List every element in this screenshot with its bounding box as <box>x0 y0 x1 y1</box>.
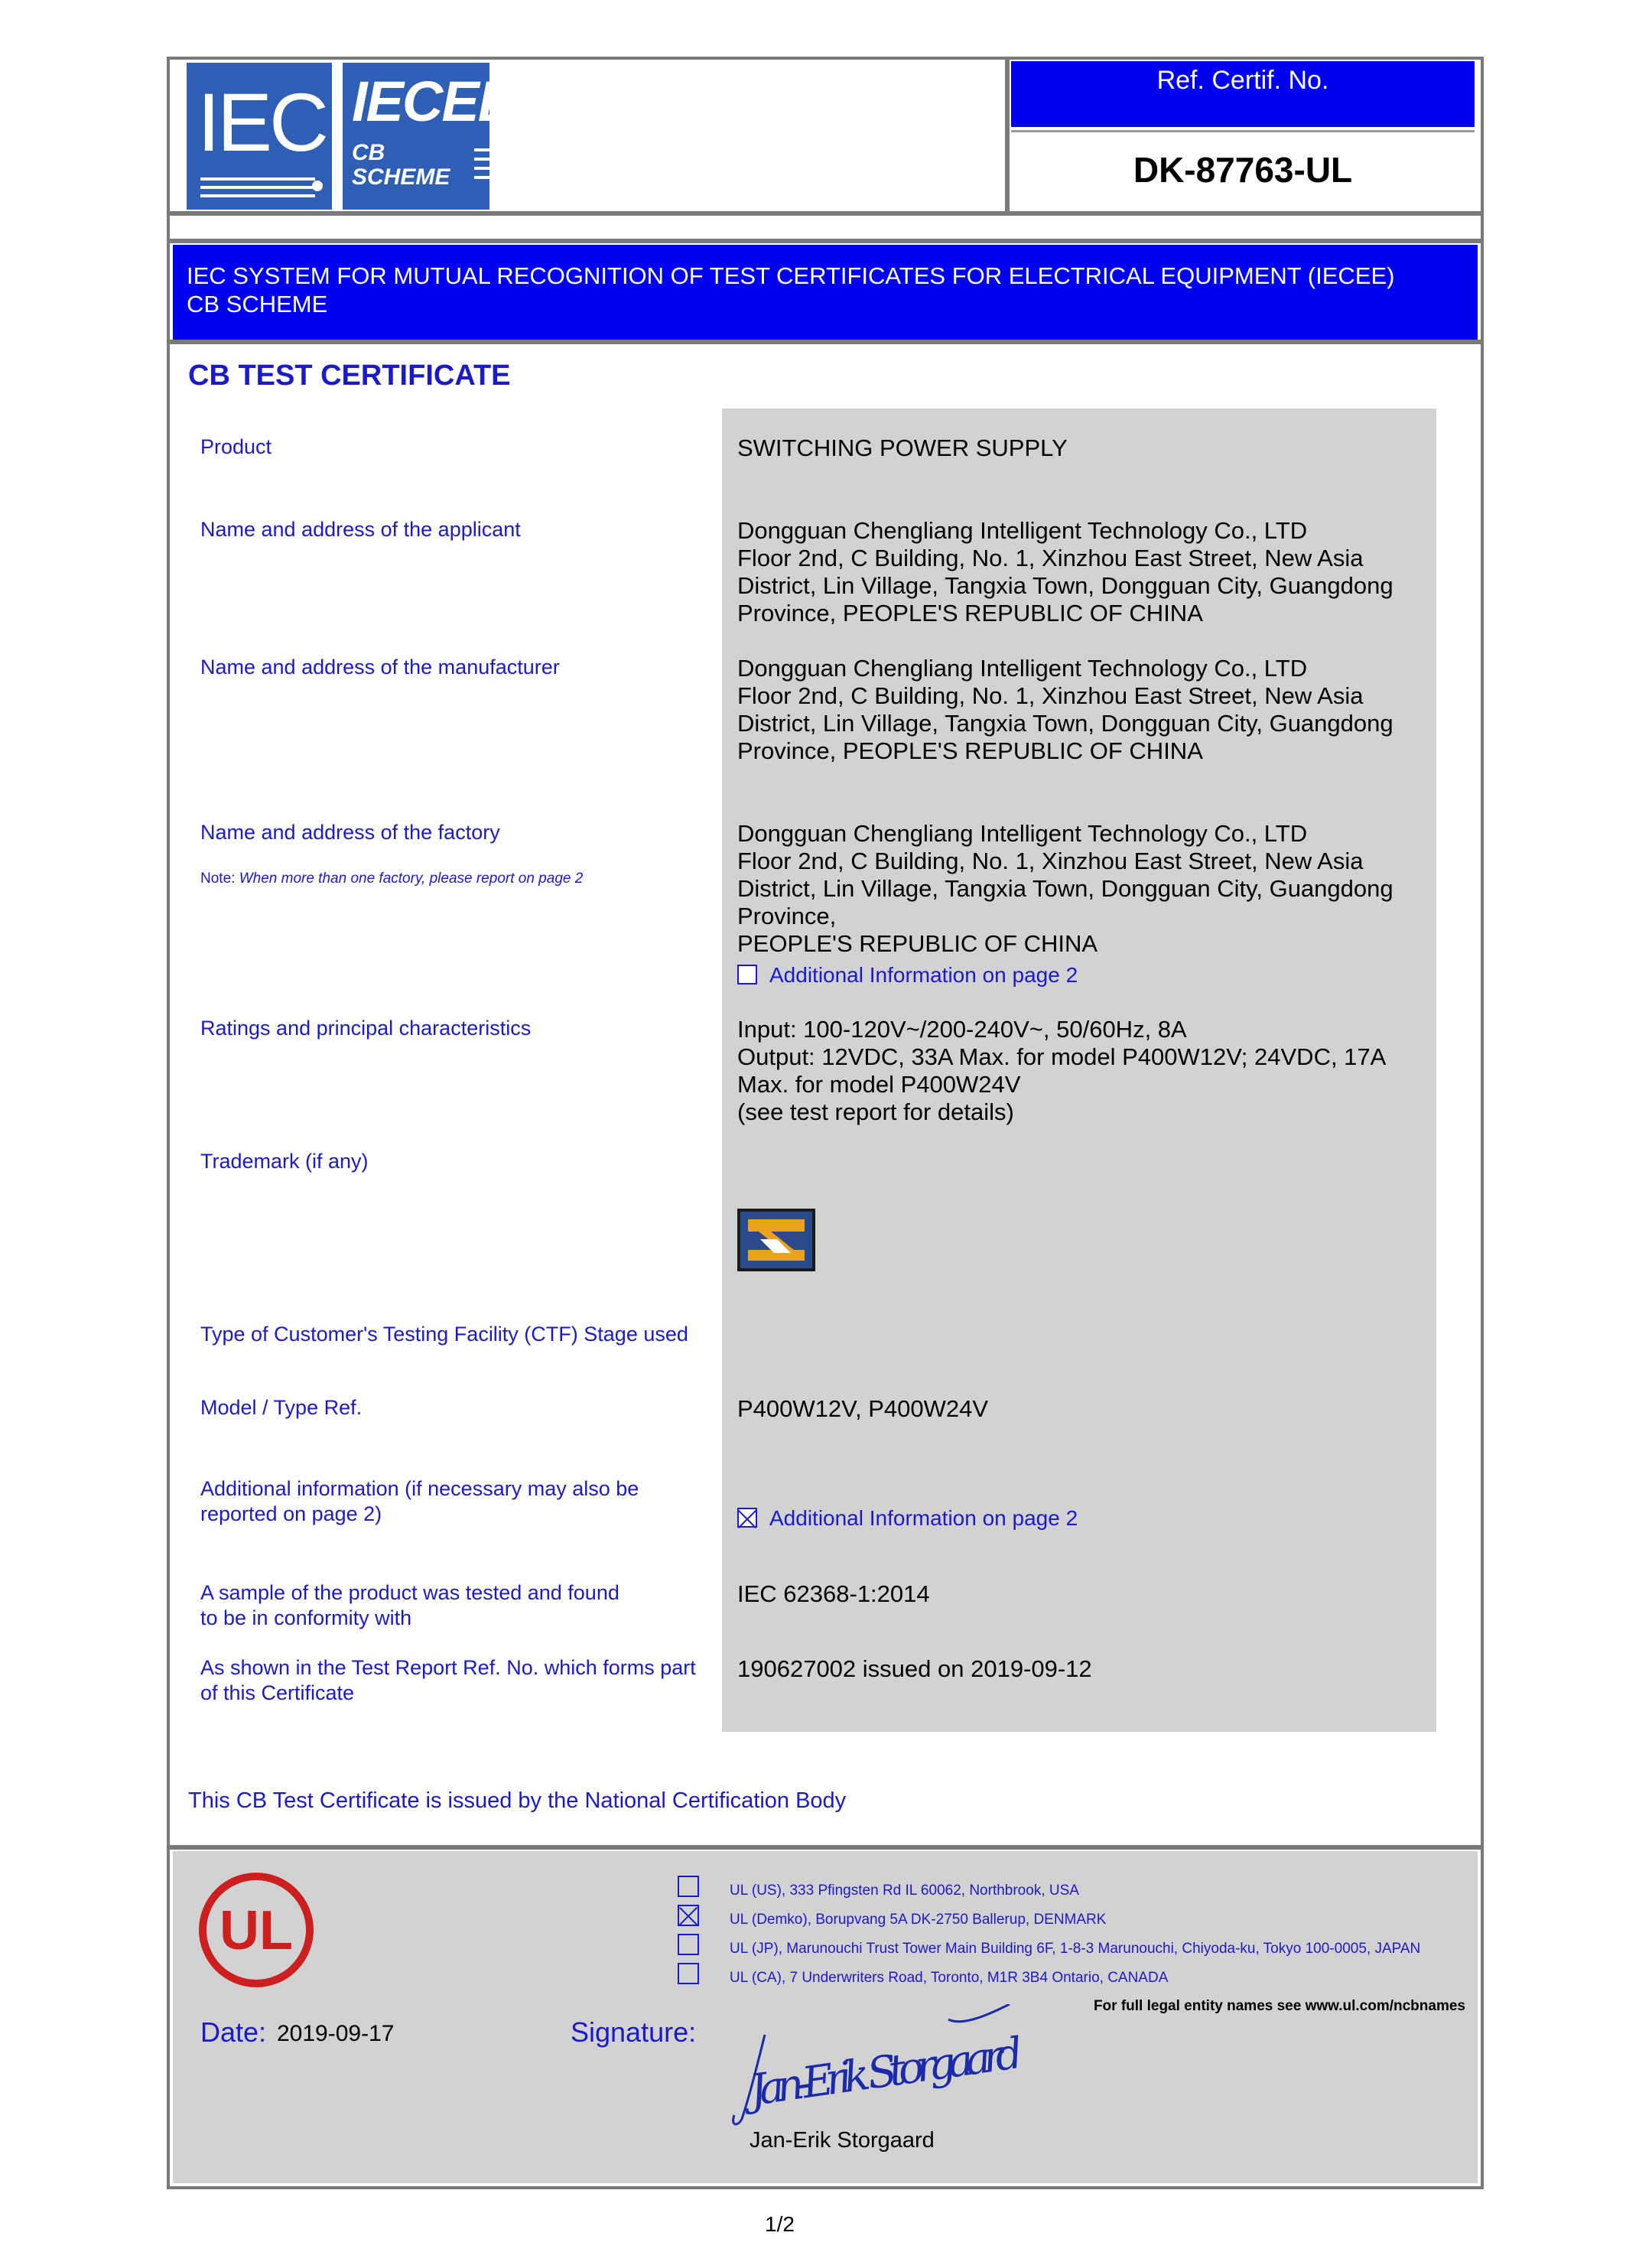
additional-info[interactable]: Additional Information on page 2 <box>737 1504 1426 1532</box>
date-value: 2019-09-17 <box>277 2021 395 2046</box>
conformity-label: A sample of the product was tested and found to be in conformity with <box>200 1581 620 1629</box>
iecee-logo-text: IECEE <box>352 70 515 133</box>
additional-label: Additional information (if necessary may also be reported on page 2) <box>200 1477 639 1525</box>
site-ul-us-checkbox[interactable] <box>678 1876 699 1897</box>
factory-note: Note: When more than one factory, please report on page 2 <box>200 871 584 887</box>
header-rule <box>168 211 1482 216</box>
additional-info-checkbox[interactable] <box>737 1508 757 1528</box>
factory-value: Dongguan Chengliang Intelligent Technology Co., LTD Floor 2nd, C Building, No. 1, Xinzhou East Street, New Asia District, Lin Village, Tangxia Town, Dongguan City, Guangdong Province, PEOPLE'S REPUBLIC OF CHINA Additional Information on page 2 <box>737 820 1426 989</box>
logo-area <box>177 60 1005 211</box>
signer-name: Jan-Erik Storgaard <box>750 2128 935 2153</box>
ctf-label: Type of Customer's Testing Facility (CTF) Stage used <box>200 1323 688 1346</box>
system-band-line2: CB SCHEME <box>187 291 328 317</box>
legal-entity-note: For full legal entity names see www.ul.com/ncbnames <box>1093 1998 1465 2014</box>
band-rule-top <box>168 239 1482 243</box>
system-band-line1: IEC SYSTEM FOR MUTUAL RECOGNITION OF TEST CERTIFICATES FOR ELECTRICAL EQUIPMENT (IECEE) <box>187 262 1395 289</box>
signature-label: Signature: <box>571 2016 697 2048</box>
site-ul-demko-checkbox[interactable] <box>678 1905 699 1926</box>
site-ul-ca-checkbox[interactable] <box>678 1963 699 1984</box>
footer-rule <box>168 1845 1482 1850</box>
certificate-title: CB TEST CERTIFICATE <box>188 360 511 392</box>
band-rule-bottom <box>168 340 1482 344</box>
manufacturer-label: Name and address of the manufacturer <box>200 656 560 679</box>
product-value: SWITCHING POWER SUPPLY <box>737 434 1068 461</box>
site-ul-jp-checkbox[interactable] <box>678 1934 699 1955</box>
manufacturer-value: Dongguan Chengliang Intelligent Technology Co., LTD Floor 2nd, C Building, No. 1, Xinzhou East Street, New Asia District, Lin Village, Tangxia Town, Dongguan City, Guangdong Province, PEOPLE'S REPUBLIC OF CHINA <box>737 655 1393 764</box>
conformity-value: IEC 62368-1:2014 <box>737 1580 930 1607</box>
site-ul-ca[interactable]: UL (CA), 7 Underwriters Road, Toronto, M1R 3B4 Ontario, CANADA <box>678 1963 1168 1987</box>
iecee-system-band <box>173 245 1478 340</box>
iecee-logo-scheme: SCHEME <box>352 164 450 190</box>
iec-logo-text: IEC <box>197 76 327 168</box>
svg-text:Jan-Erik Storgaard: Jan-Erik Storgaard <box>746 2028 1026 2117</box>
date-label: Date: <box>200 2016 267 2048</box>
header-divider <box>1005 60 1010 213</box>
report-label: As shown in the Test Report Ref. No. which forms part of this Certificate <box>200 1656 696 1704</box>
ratings-value: Input: 100-120V~/200-240V~, 50/60Hz, 8A Output: 12VDC, 33A Max. for model P400W12V; 24VDC, 17A Max. for model P400W24V (see test report for details) <box>737 1016 1387 1125</box>
issued-by-statement: This CB Test Certificate is issued by the National Certification Body <box>188 1788 847 1813</box>
ul-logo <box>199 1873 314 1987</box>
applicant-value: Dongguan Chengliang Intelligent Technology Co., LTD Floor 2nd, C Building, No. 1, Xinzhou East Street, New Asia District, Lin Village, Tangxia Town, Dongguan City, Guangdong Province, PEOPLE'S REPUBLIC OF CHINA <box>737 517 1393 626</box>
site-ul-demko[interactable]: UL (Demko), Borupvang 5A DK-2750 Ballerup, DENMARK <box>678 1905 1106 1928</box>
model-value: P400W12V, P400W24V <box>737 1395 989 1422</box>
ref-certif-number: DK-87763-UL <box>1133 150 1353 190</box>
site-ul-jp[interactable]: UL (JP), Marunouchi Trust Tower Main Building 6F, 1-8-3 Marunouchi, Chiyoda-ku, Tokyo 100-0005, JAPAN <box>678 1934 1420 1957</box>
factory-additional-info[interactable]: Additional Information on page 2 <box>737 961 1426 989</box>
applicant-label: Name and address of the applicant <box>200 518 521 541</box>
page-number: 1/2 <box>765 2212 795 2236</box>
iecee-cb-scheme-logo <box>343 63 515 210</box>
factory-label: Name and address of the factory <box>200 821 500 844</box>
iecee-logo-cb: CB <box>352 140 385 165</box>
site-ul-us[interactable]: UL (US), 333 Pfingsten Rd IL 60062, Northbrook, USA <box>678 1876 1079 1899</box>
ref-certif-label: Ref. Certif. No. <box>1011 61 1475 127</box>
product-label: Product <box>200 435 272 458</box>
report-value: 190627002 issued on 2019-09-12 <box>737 1655 1092 1682</box>
ratings-label: Ratings and principal characteristics <box>200 1017 532 1040</box>
model-label: Model / Type Ref. <box>200 1396 363 1419</box>
svg-text:UL: UL <box>220 1900 293 1961</box>
trademark-logo <box>737 1209 815 1271</box>
trademark-label: Trademark (if any) <box>200 1150 369 1173</box>
handwritten-signature <box>719 2004 1040 2134</box>
ref-divider <box>1011 130 1475 132</box>
iec-logo <box>187 63 332 210</box>
factory-additional-checkbox[interactable] <box>737 965 757 984</box>
